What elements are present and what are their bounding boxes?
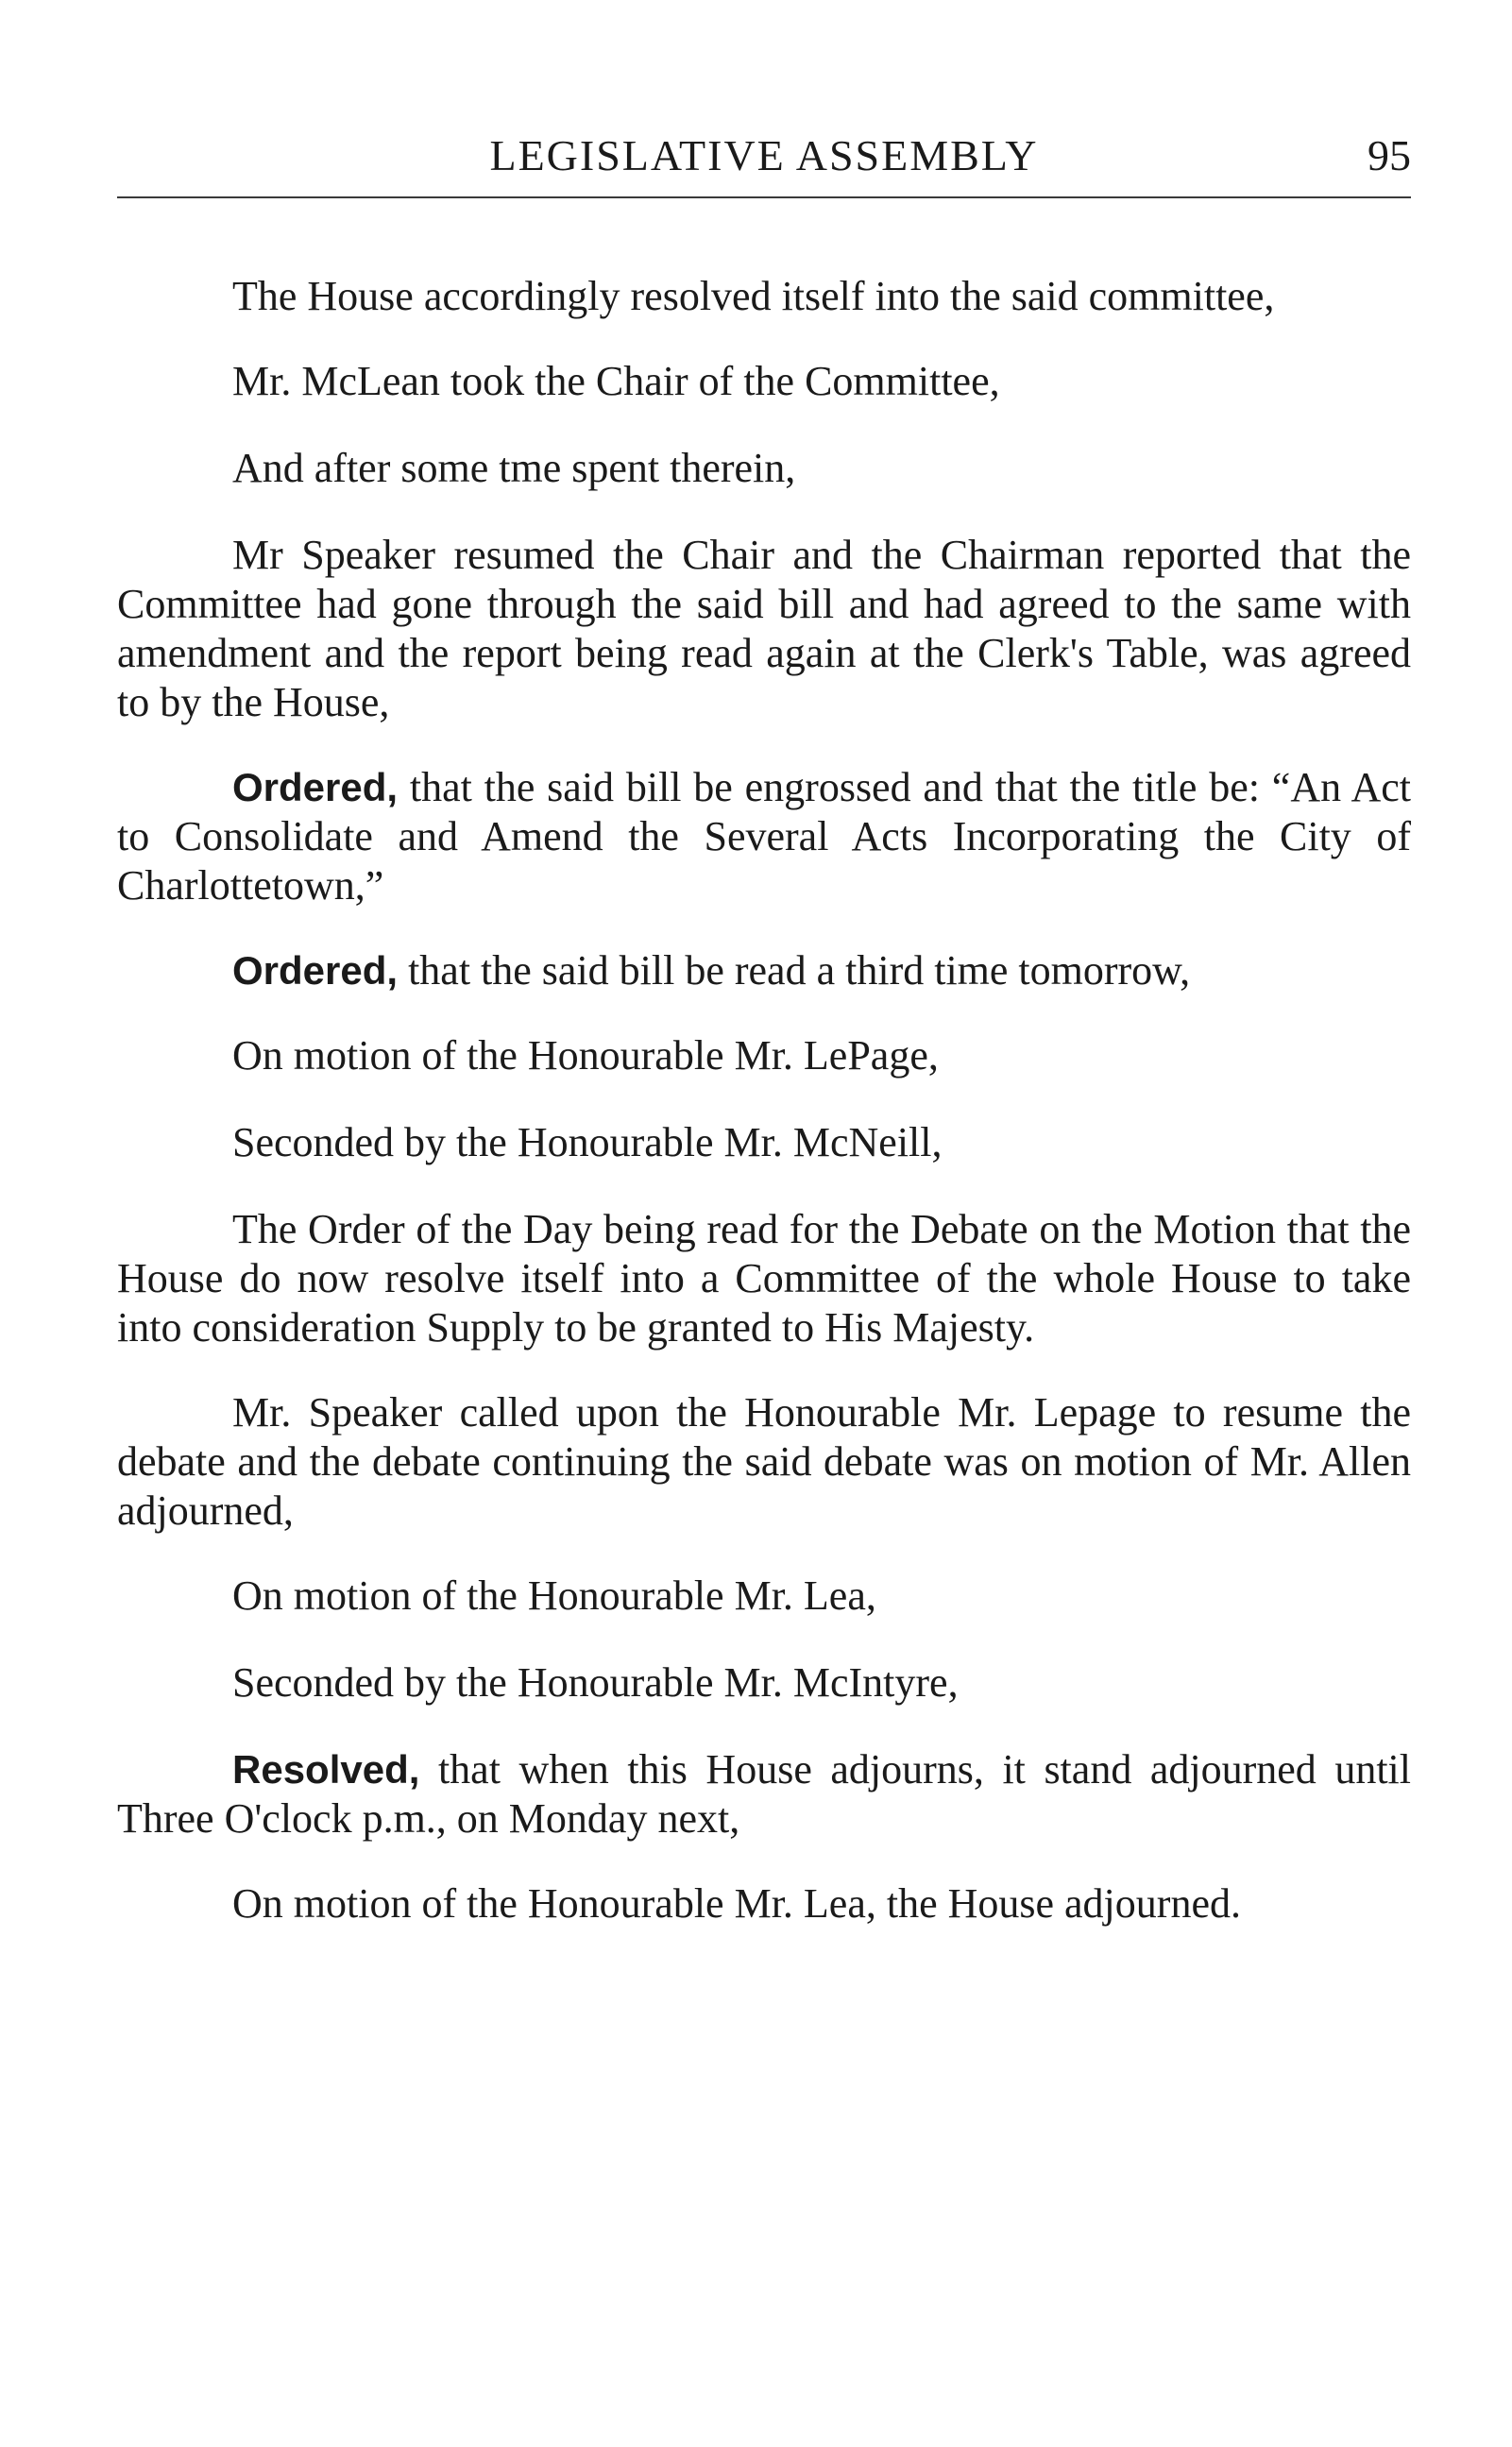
paragraph-8	[117, 1118, 1411, 1167]
paragraph-text: On motion of the Honourable Mr. Lea,	[232, 1572, 876, 1619]
body-text	[117, 272, 1411, 1929]
paragraph-text: And after some tme spent therein,	[232, 445, 796, 491]
paragraph-13	[117, 1745, 1411, 1844]
paragraph-14	[117, 1879, 1411, 1929]
page-header	[117, 123, 1411, 189]
paragraph-4	[117, 531, 1411, 727]
paragraph-text: On motion of the Honourable Mr. LePage,	[232, 1032, 939, 1079]
document-page	[117, 123, 1411, 1964]
paragraph-5	[117, 763, 1411, 910]
paragraph-2	[117, 357, 1411, 406]
paragraph-10	[117, 1388, 1411, 1536]
paragraph-6	[117, 946, 1411, 995]
paragraph-text: Mr Speaker resumed the Chair and the Chairman reported that the Committee had gone through the said bill and had agreed to the same with amendment and the report being read again at the Clerk's Table, was agreed to by the House,	[117, 532, 1411, 725]
page-number: 95	[1368, 131, 1411, 179]
header-rule	[117, 196, 1411, 198]
paragraph-12	[117, 1658, 1411, 1708]
running-title: LEGISLATIVE ASSEMBLY	[489, 131, 1039, 179]
paragraph-lead: Ordered,	[232, 948, 399, 993]
paragraph-text: Mr. McLean took the Chair of the Committee,	[232, 358, 1000, 404]
paragraph-lead: Ordered,	[232, 765, 399, 809]
paragraph-text: that the said bill be read a third time tomorrow,	[398, 947, 1191, 994]
paragraph-text: Seconded by the Honourable Mr. McIntyre,	[232, 1659, 959, 1706]
paragraph-3	[117, 444, 1411, 493]
paragraph-text: The House accordingly resolved itself into the said committee,	[232, 273, 1275, 319]
paragraph-1	[117, 272, 1411, 321]
paragraph-lead: Resolved,	[232, 1747, 420, 1792]
paragraph-text: that the said bill be engrossed and that the title be: “An Act to Consolidate and Amend the Several Acts Incorporating the City of Charlottetown,”	[117, 764, 1411, 909]
paragraph-11	[117, 1572, 1411, 1621]
paragraph-text: Mr. Speaker called upon the Honourable Mr. Lepage to resume the debate and the debate continuing the said debate was on motion of Mr. Allen adjourned,	[117, 1389, 1411, 1534]
paragraph-text: that when this House adjourns, it stand adjourned until Three O'clock p.m., on Monday next,	[117, 1746, 1411, 1842]
paragraph-text: Seconded by the Honourable Mr. McNeill,	[232, 1119, 943, 1165]
paragraph-7	[117, 1031, 1411, 1080]
paragraph-text: The Order of the Day being read for the Debate on the Motion that the House do now resolve itself into a Committee of the whole House to take into consideration Supply to be granted to His Majesty.	[117, 1206, 1411, 1351]
paragraph-9	[117, 1205, 1411, 1352]
paragraph-text: On motion of the Honourable Mr. Lea, the House adjourned.	[232, 1880, 1241, 1927]
